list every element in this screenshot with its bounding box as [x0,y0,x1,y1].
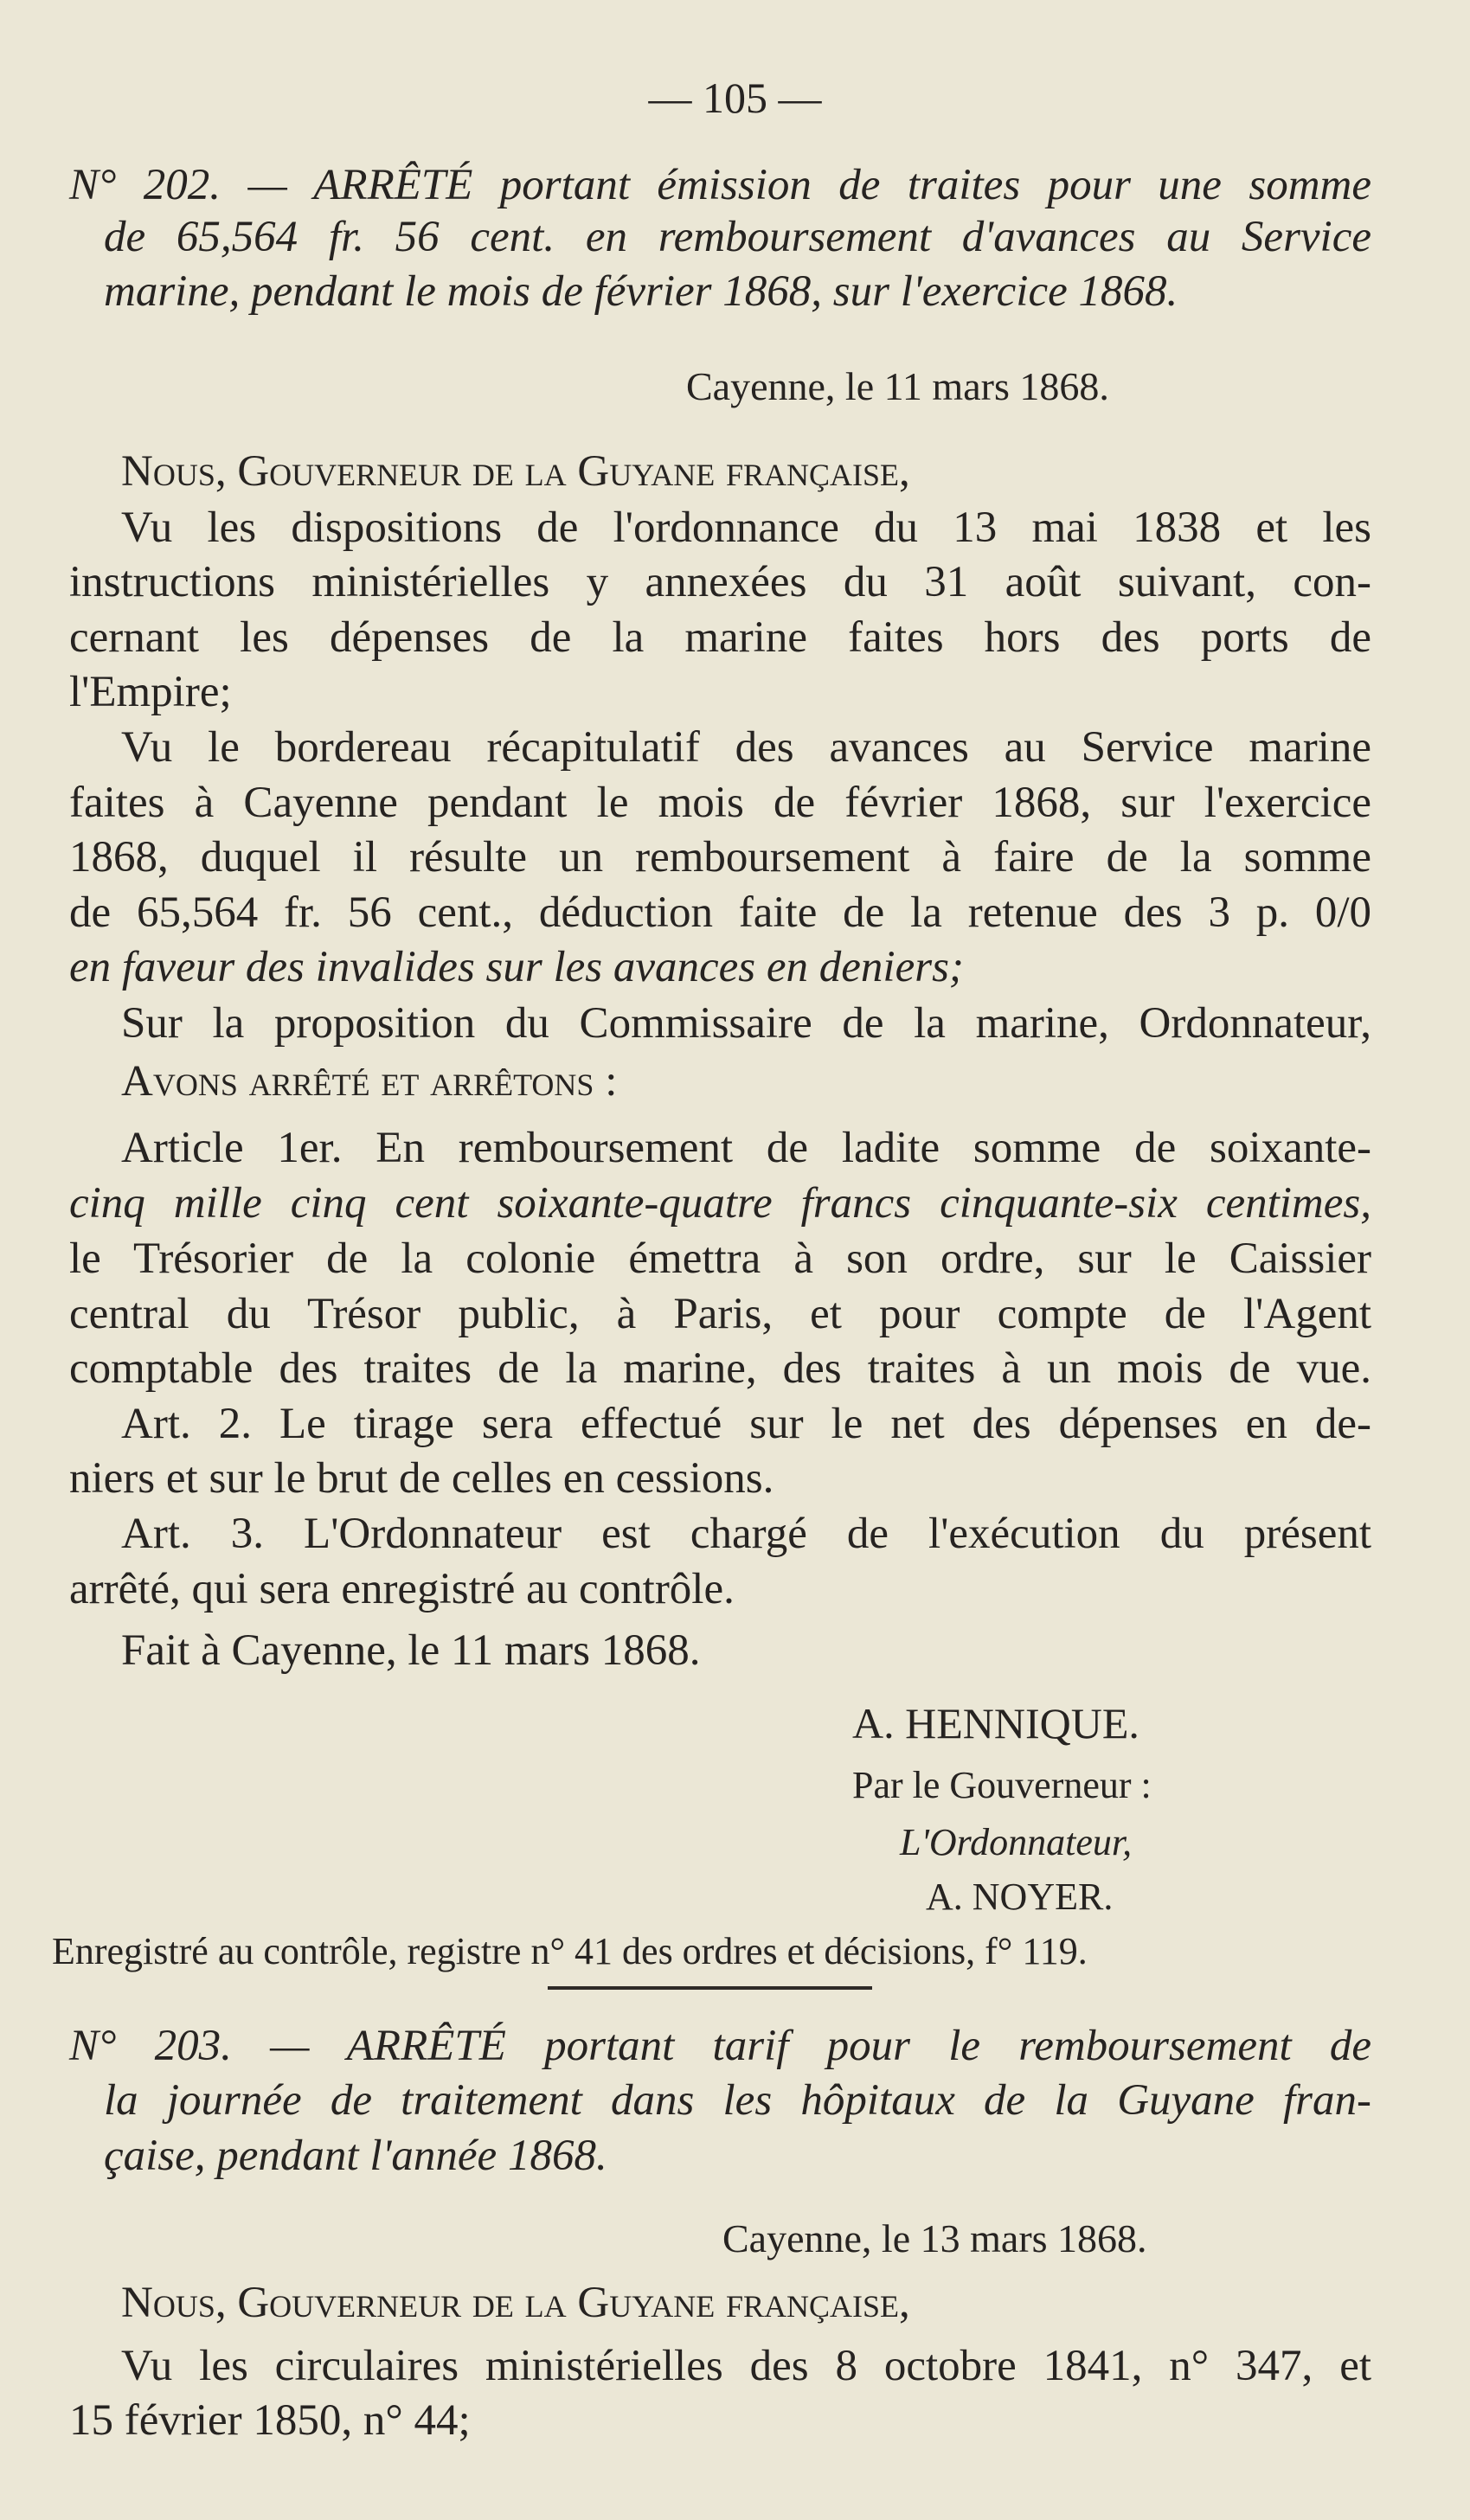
act-203-heading-line-1: N° 203. — ARRÊTÉ portant tarif pour le remboursement de [69,2022,1371,2070]
article-1-line: central du Trésor public, à Paris, et pour compte de l'Agent [69,1290,1371,1338]
body-line: faites à Cayenne pendant le mois de février 1868, sur l'exercice [69,779,1371,827]
act-203-heading-line-3: çaise, pendant l'année 1868. [104,2132,607,2180]
body-line: Sur la proposition du Commissaire de la marine, Ordonnateur, [121,999,1371,1048]
article-1-line: le Trésorier de la colonie émettra à son ordre, sur le Caissier [69,1234,1371,1283]
body-line: de 65,564 fr. 56 cent., déduction faite de la retenue des 3 p. 0/0 [69,888,1371,937]
body-line: instructions ministérielles y annexées du 31 août suivant, con- [69,558,1371,606]
body-line: 15 février 1850, n° 44; [69,2396,471,2445]
page-number: — 105 — [648,74,822,122]
signature-by: Par le Gouverneur : [852,1764,1152,1806]
article-2-line: niers et sur le brut de celles en cessions. [69,1454,774,1503]
body-line: cernant les dépenses de la marine faites hors des ports de [69,613,1371,662]
preamble: Nous, Gouverneur de la Guyane française, [121,2279,910,2327]
signature-role: L'Ordonnateur, [900,1821,1133,1863]
section-divider [548,1986,872,1990]
act-202-dateline: Cayenne, le 11 mars 1868. [686,364,1109,408]
act-202-heading-line-1: N° 202. — ARRÊTÉ portant émission de traites pour une somme [69,161,1371,209]
done-at-line: Fait à Cayenne, le 11 mars 1868. [121,1626,701,1675]
body-line: 1868, duquel il résulte un remboursement à faire de la somme [69,833,1371,882]
article-1-line: cinq mille cinq cent soixante-quatre francs cinquante-six centimes, [69,1179,1371,1228]
signature-name: A. HENNIQUE. [852,1699,1139,1747]
act-202-heading-line-3: marine, pendant le mois de février 1868, sur l'exercice 1868. [104,267,1178,316]
act-203-dateline: Cayenne, le 13 mars 1868. [722,2216,1147,2260]
article-1-line: comptable des traites de la marine, des traites à un mois de vue. [69,1344,1371,1393]
article-3-line: arrêté, qui sera enregistré au contrôle. [69,1565,735,1613]
body-line: Vu les circulaires ministérielles des 8 octobre 1841, n° 347, et [121,2342,1371,2390]
body-line: l'Empire; [69,668,232,716]
resolution-heading: Avons arrêté et arrêtons : [121,1057,618,1106]
article-3-line: Art. 3. L'Ordonnateur est chargé de l'exécution du présent [121,1510,1371,1558]
registration-note: Enregistré au contrôle, registre n° 41 des ordres et décisions, f° 119. [52,1930,1088,1972]
article-2-line: Art. 2. Le tirage sera effectué sur le net des dépenses en de- [121,1400,1371,1448]
body-line: Vu le bordereau récapitulatif des avances au Service marine [121,723,1371,772]
act-203-heading-line-2: la journée de traitement dans les hôpitaux de la Guyane fran- [104,2076,1371,2125]
article-1-line: Article 1er. En remboursement de ladite somme de soixante- [121,1124,1371,1172]
preamble: Nous, Gouverneur de la Guyane française, [121,447,910,496]
body-line: en faveur des invalides sur les avances en deniers; [69,943,964,991]
signature-countersign: A. NOYER. [926,1876,1114,1918]
body-line: Vu les dispositions de l'ordonnance du 13 mai 1838 et les [121,503,1371,552]
act-202-heading-line-2: de 65,564 fr. 56 cent. en remboursement d'avances au Service [104,213,1371,261]
